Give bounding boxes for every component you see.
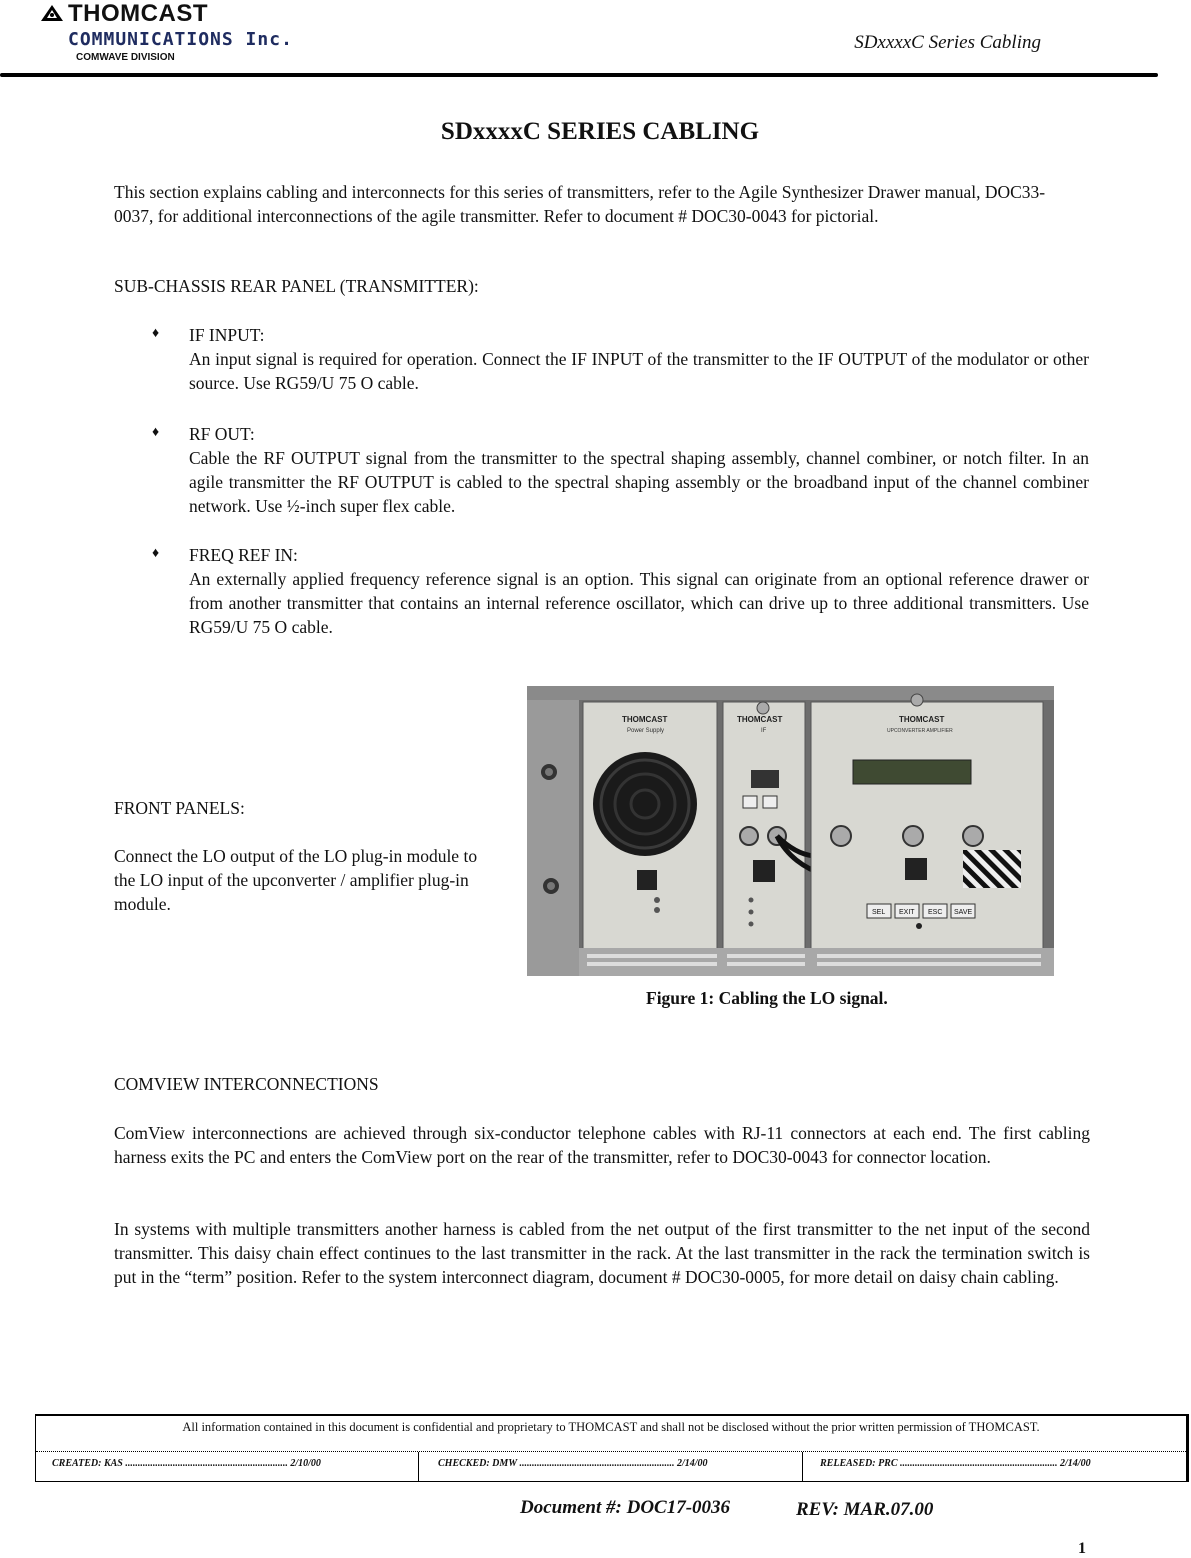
diamond-bullet-icon: ♦ xyxy=(152,425,160,440)
company-logo-icon xyxy=(40,4,64,22)
created-signoff: CREATED: KAS ................................................................. 2/10/00 xyxy=(52,1458,321,1469)
footer-column-divider xyxy=(802,1452,803,1482)
panel1-brand: THOMCAST xyxy=(622,715,668,724)
diamond-bullet-icon: ♦ xyxy=(152,546,160,561)
bullet-text-freq-ref-in: An externally applied frequency reference signal is an option. This signal can originate from an optional reference drawer or from another transmitter that contains an internal reference oscillator, which can drive up to three additional transmitters. Use RG59/U 75 O cable. xyxy=(189,569,1089,637)
panel2-brand: THOMCAST xyxy=(737,715,783,724)
front-panels-paragraph: Connect the LO output of the LO plug-in module to the LO input of the upconverter / amplifier plug-in module. xyxy=(114,846,478,914)
confidentiality-notice: All information contained in this document is confidential and proprietary to THOMCAST and shall not be disclosed without the prior written permission of THOMCAST. xyxy=(182,1420,1040,1434)
panel3-label: UPCONVERTER AMPLIFIER xyxy=(887,728,953,734)
intro-paragraph: This section explains cabling and interconnects for this series of transmitters, refer to the Agile Synthesizer Drawer manual, DOC33-0037, for additional interconnections of the agile transmitter. Refer to document # DOC30-0043 for pictorial. xyxy=(114,182,1046,226)
company-name: THOMCAST xyxy=(68,0,208,27)
section-heading-sub-chassis: SUB-CHASSIS REAR PANEL (TRANSMITTER): xyxy=(114,276,479,296)
diamond-bullet-icon: ♦ xyxy=(152,326,160,341)
panel-button-save: SAVE xyxy=(954,909,973,916)
bullet-text-if-input: An input signal is required for operation. Connect the IF INPUT of the transmitter to the IF OUTPUT of the modulator or other source. Use RG59/U 75 O cable. xyxy=(189,349,1089,393)
section-heading-front-panels: FRONT PANELS: xyxy=(114,798,245,818)
bullet-label-rf-out: RF OUT: xyxy=(189,424,255,444)
panel-button-exit: EXIT xyxy=(899,909,915,916)
checked-signoff: CHECKED: DMW .............................................................. 2/14/00 xyxy=(438,1458,708,1469)
company-subname: COMMUNICATIONS Inc. xyxy=(68,29,293,50)
revision: REV: MAR.07.00 xyxy=(796,1499,934,1520)
front-panel-photo xyxy=(527,686,1054,976)
panel1-label: Power Supply xyxy=(627,728,665,734)
bullet-text-rf-out: Cable the RF OUTPUT signal from the transmitter to the spectral shaping assembly, channel combiner, or notch filter. In an agile transmitter the RF OUTPUT is cabled to the spectral shaping assembly or the broadband input of the channel combiner network. Use ½-inch super flex cable. xyxy=(189,448,1089,516)
page-number: 1 xyxy=(1078,1540,1086,1557)
panel3-brand: THOMCAST xyxy=(899,715,945,724)
footer-divider xyxy=(36,1451,1188,1452)
panel-button-sel: SEL xyxy=(872,909,886,916)
section-heading-comview: COMVIEW INTERCONNECTIONS xyxy=(114,1074,379,1094)
page-title: SDxxxxC SERIES CABLING xyxy=(440,118,760,145)
document-number: Document #: DOC17-0036 xyxy=(520,1497,731,1518)
released-signoff: RELEASED: PRC ............................................................... 2/14/00 xyxy=(820,1458,1091,1469)
comview-paragraph-2: In systems with multiple transmitters another harness is cabled from the net output of the first transmitter to the net input of the second transmitter. This daisy chain effect continues to the last transmitter in the rack. At the last transmitter in the rack the termination switch is put in the “term” position. Refer to the system interconnect diagram, document # DOC30-0005, for more detail on daisy chain cabling. xyxy=(114,1219,1090,1287)
running-title: SDxxxxC Series Cabling xyxy=(854,32,1041,53)
footer-column-divider xyxy=(418,1452,419,1482)
panel-button-esc: ESC xyxy=(928,909,943,916)
comview-paragraph-1: ComView interconnections are achieved through six-conductor telephone cables with RJ-11 connectors at each end. The first cabling harness exits the PC and enters the ComView port on the rear of the transmitter, refer to DOC30-0043 for connector location. xyxy=(114,1123,1090,1167)
header-divider xyxy=(0,73,1158,77)
figure-caption: Figure 1: Cabling the LO signal. xyxy=(646,988,888,1008)
panel2-label: IF xyxy=(761,728,767,734)
bullet-label-if-input: IF INPUT: xyxy=(189,325,265,345)
bullet-label-freq-ref-in: FREQ REF IN: xyxy=(189,545,298,565)
company-division: COMWAVE DIVISION xyxy=(76,52,175,63)
